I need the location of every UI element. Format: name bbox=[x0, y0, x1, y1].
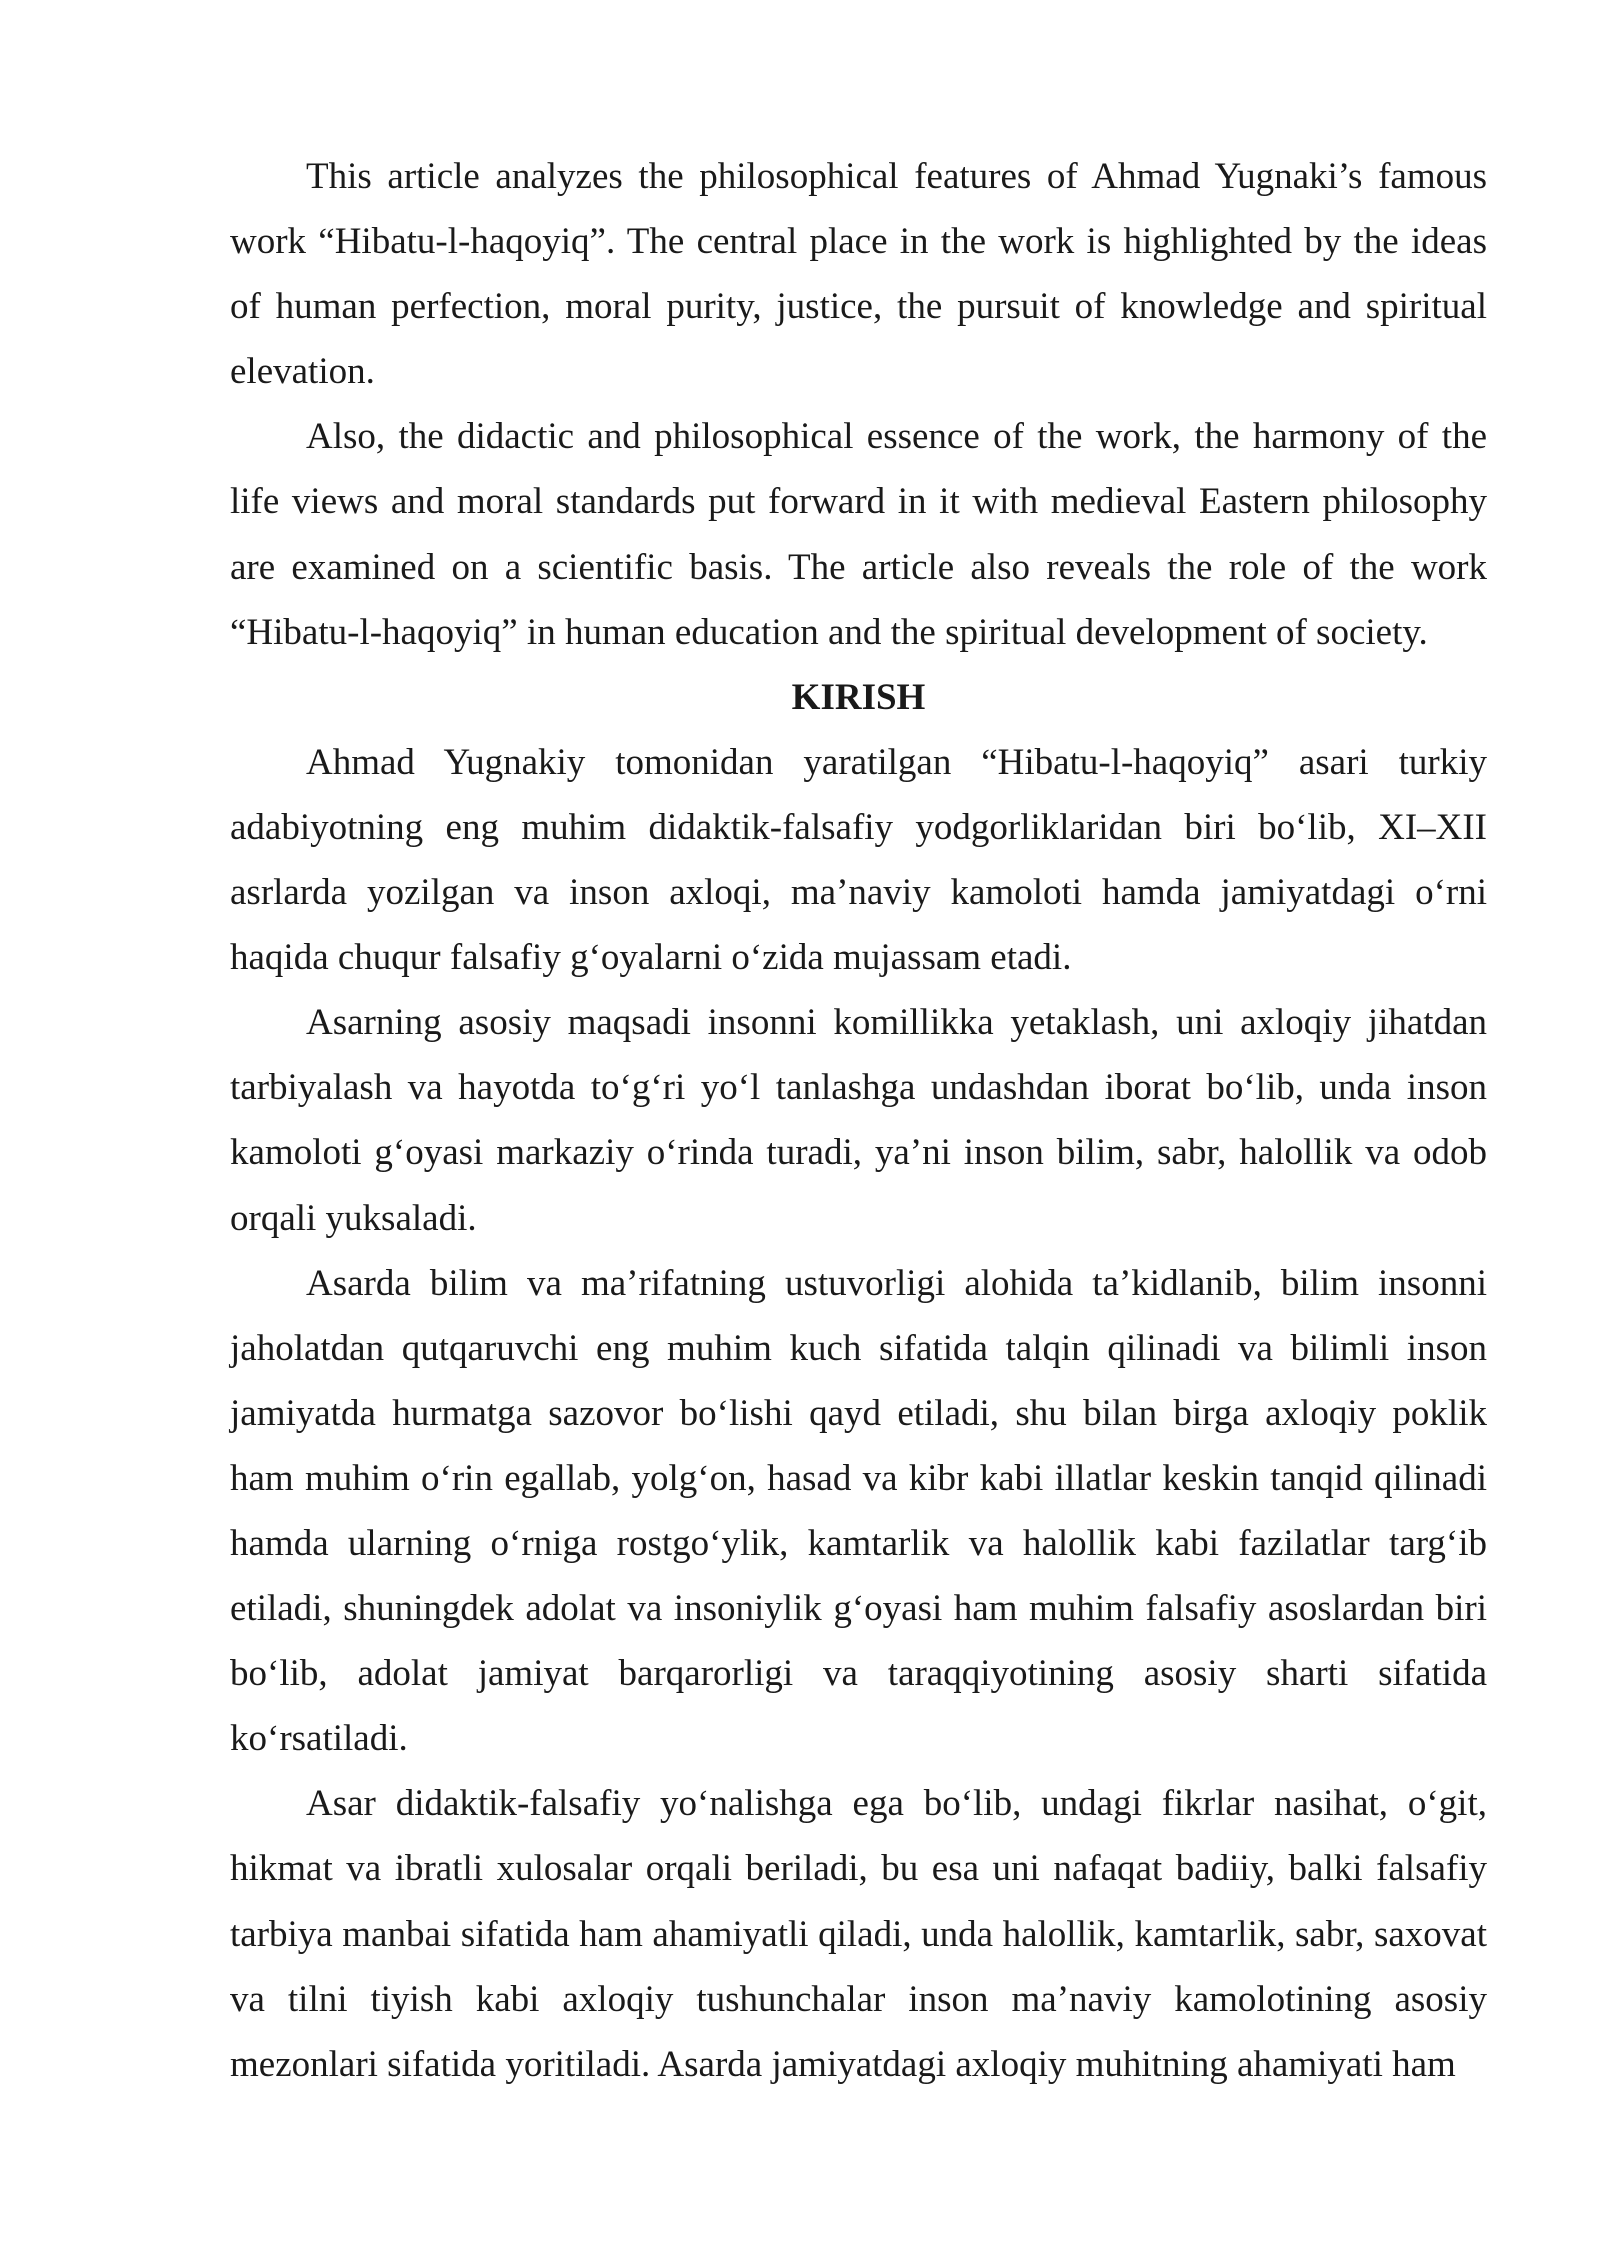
section-heading: KIRISH bbox=[791, 676, 926, 718]
body-paragraph-1: Ahmad Yugnakiy tomonidan yaratilgan “Hibatu-l-haqoyiq” asari turkiy adabiyotning eng muhim didaktik-falsafiy yodgorliklaridan biri bo‘lib, XI–XII asrlarda yozilgan va inson axloqi, ma’naviy kamoloti hamda jamiyatdagi o‘rni haqida chuqur falsafiy g‘oyalarni o‘zida mujassam etadi. bbox=[230, 741, 1487, 979]
abstract-paragraph-2: Also, the didactic and philosophical essence of the work, the harmony of the life views and moral standards put forward in it with medieval Eastern philosophy are examined on a scientific basis. The article also reveals the role of the work “Hibatu-l-haqoyiq” in human education and the spiritual development of society. bbox=[230, 416, 1487, 653]
body-paragraph-2: Asarning asosiy maqsadi insonni komillikka yetaklash, uni axloqiy jihatdan tarbiyalash va hayotda to‘g‘ri yo‘l tanlashga undashdan iborat bo‘lib, unda inson kamoloti g‘oyasi markaziy o‘rinda turadi, ya’ni inson bilim, sabr, halollik va odob orqali yuksaladi. bbox=[230, 1002, 1487, 1239]
body-paragraph-4: Asar didaktik-falsafiy yo‘nalishga ega bo‘lib, undagi fikrlar nasihat, o‘git, hikmat va ibratli xulosalar orqali beriladi, bu esa uni nafaqat badiiy, balki falsafiy tarbiya manbai sifatida ham ahamiyatli qiladi, unda halollik, kamtarlik, sabr, saxovat va tilni tiyish kabi axloqiy tushunchalar inson ma’naviy kamolotining asosiy mezonlari sifatida yoritiladi. Asarda jamiyatdagi axloqiy muhitning ahamiyati ham bbox=[230, 1783, 1487, 2085]
abstract-paragraph-1: This article analyzes the philosophical features of Ahmad Yugnaki’s famous work “Hibatu-l-haqoyiq”. The central place in the work is highlighted by the ideas of human perfection, moral purity, justice, the pursuit of knowledge and spiritual elevation. bbox=[230, 156, 1487, 393]
document-page bbox=[230, 144, 1487, 2097]
body-paragraph-3: Asarda bilim va ma’rifatning ustuvorligi alohida ta’kidlanib, bilim insonni jaholatdan qutqaruvchi eng muhim kuch sifatida talqin qilinadi va bilimli inson jamiyatda hurmatga sazovor bo‘lishi qayd etiladi, shu bilan birga axloqiy poklik ham muhim o‘rin egallab, yolg‘on, hasad va kibr kabi illatlar keskin tanqid qilinadi hamda ularning o‘rniga rostgo‘ylik, kamtarlik va halollik kabi fazilatlar targ‘ib etiladi, shuningdek adolat va insoniylik g‘oyasi ham muhim falsafiy asoslardan biri bo‘lib, adolat jamiyat barqarorligi va taraqqiyotining asosiy sharti sifatida ko‘rsatiladi. bbox=[230, 1262, 1487, 1760]
